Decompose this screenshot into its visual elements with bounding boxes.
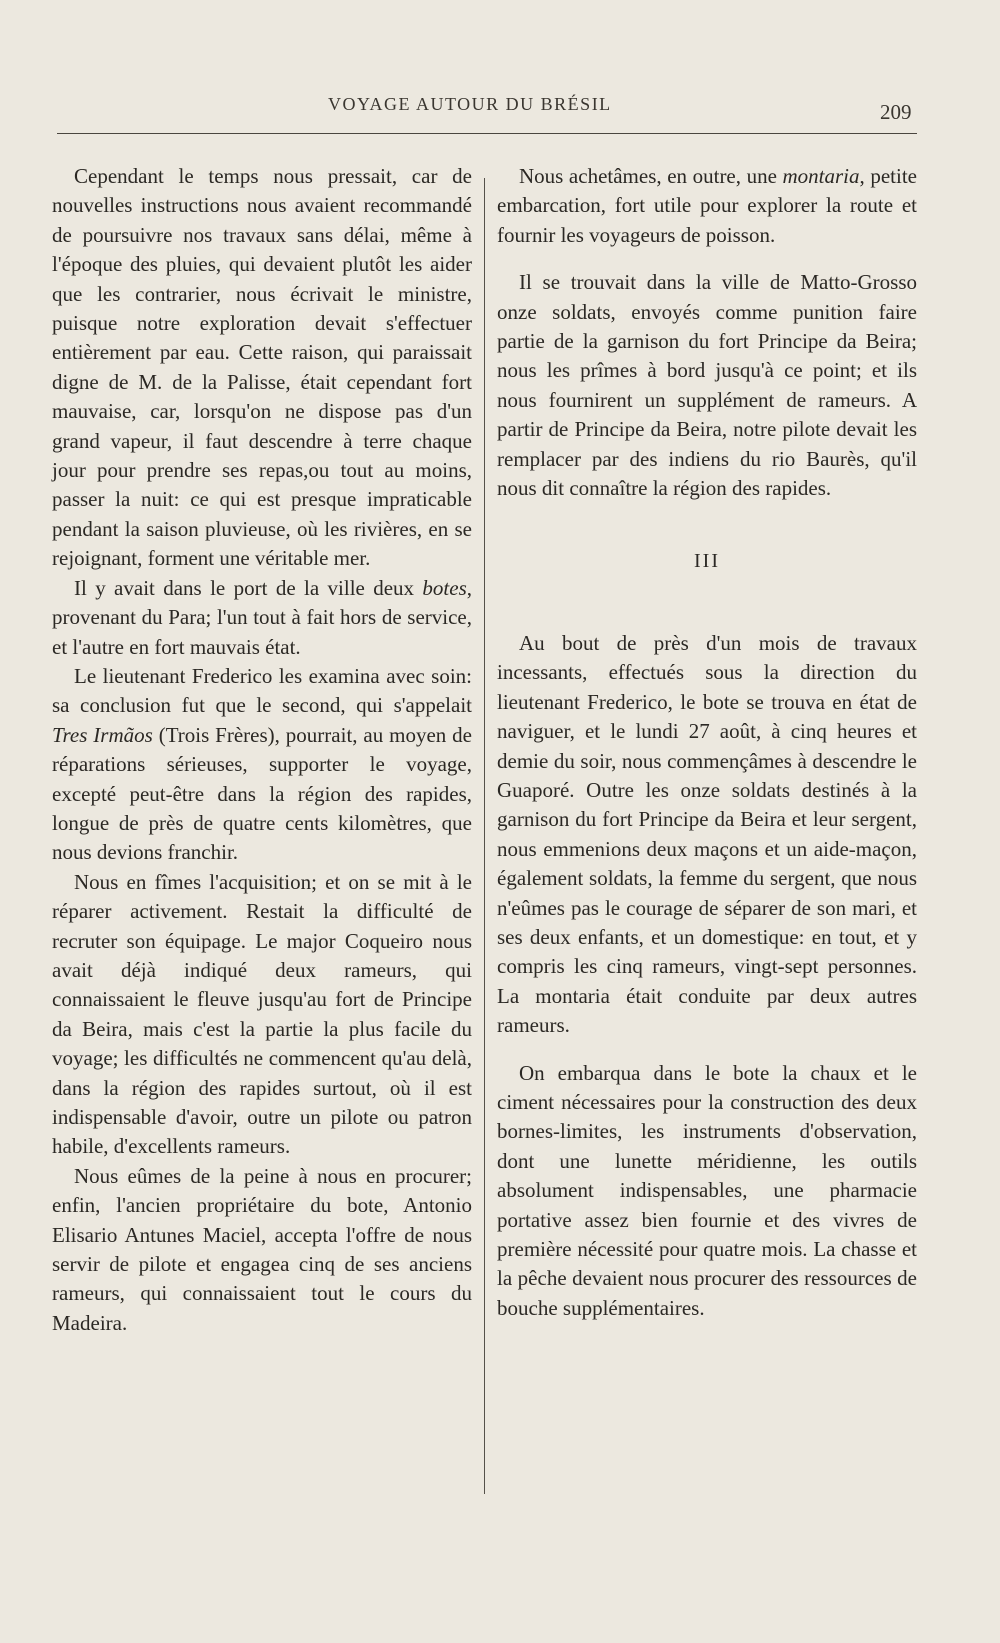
header-rule [57,133,917,134]
paragraph [52,662,472,868]
right-column [497,162,917,1323]
page-number: 209 [880,100,912,124]
column-divider [484,178,485,1494]
text-run: Nous achetâmes, en outre, une [519,164,783,188]
text-run: Il y avait dans le port de la ville deux [74,575,423,600]
paragraph: Nous en fîmes l'acquisition; et on se mit à le réparer activement. Restait la difficulté de recruter son équipage. Le major Coqueiro nous avait déjà indiqué deux rameurs, qui connaissaient le fleuve jusqu'au fort de Principe da Beira, mais c'est la partie la plus facile du voyage; les difficultés ne commencent qu'au delà, dans la région des rapides surtout, où il est indispensable d'avoir, outre un pilote ou patron habile, d'excellents rameurs. [52,869,472,1159]
paragraph: Nous eûmes de la peine à nous en procurer; enfin, l'ancien propriétaire du bote, Antonio Elisario Antunes Maciel, accepta l'offre de nous servir de pilote et engagea cinq de ses anciens rameurs, qui connaissaient tout le cours du Madeira. [52,1163,472,1335]
paragraph: Il se trouvait dans la ville de Matto-Grosso onze soldats, envoyés comme punition faire partie de la garnison du fort Principe da Beira; nous les prîmes à bord jusqu'à ce point; et ils nous fournirent un supplément de rameurs. A partir de Principe da Beira, notre pilote devait les remplacer par des indiens du rio Baurès, qu'il nous dit connaître la région des rapides. [497,270,917,501]
text-run: Le lieutenant Frederico les examina avec soin: sa conclusion fut que le second, qui s'appelait [52,663,472,718]
italic-term: montaria [782,164,860,188]
paragraph: On embarqua dans le bote la chaux et le ciment nécessaires pour la construction des deux bornes-limites, les instruments d'observation, dont une lunette méridienne, les outils absolument indispensables, une pharmacie portative assez bien fournie et des vivres de première nécessité pour quatre mois. La chasse et la pêche devaient nous procurer des ressources de bouche supplémentaires. [497,1060,917,1320]
paragraph [497,162,917,250]
text-run: , provenant du Para; l'un tout à fait hors de service, et l'autre en fort mauvais état. [52,575,472,659]
running-head [0,94,1000,124]
text-run: (Trois Frères), pourrait, au moyen de réparations sérieuses, supporter le voyage, excepté peut-être dans la région des rapides, longue de près de quatre cents kilomètres, que nous devions franchir. [52,722,472,865]
paragraph: Au bout de près d'un mois de travaux incessants, effectués sous la direction du lieutenant Frederico, le bote se trouva en état de naviguer, et le lundi 27 août, à cinq heures et demie du soir, nous commençâmes à descendre le Guaporé. Outre les onze soldats destinés à la garnison du fort Principe da Beira et leur sergent, nous emmenions deux maçons et un aide-maçon, également soldats, la femme du sergent, que nous n'eûmes pas le courage de séparer de son mari, et ses deux enfants, et un domestique: en tout, et y compris les cinq rameurs, vingt-sept personnes. La montaria était conduite par deux autres rameurs. [497,630,917,1038]
text-run: , petite embarcation, fort utile pour explorer la route et fournir les voyageurs de poisson. [497,164,917,247]
left-column [52,162,472,1338]
paragraph: Cependant le temps nous pressait, car de nouvelles instructions nous avaient recommandé de poursuivre nos travaux sans délai, même à l'époque des pluies, qui devaient plutôt les aider que les contrarier, nous écrivait le ministre, puisque notre exploration devait s'effectuer entièrement par eau. Cette raison, qui paraissait digne de M. de la Palisse, était cependant fort mauvaise, car, lorsqu'on ne dispose pas d'un grand vapeur, il faut descendre à terre chaque jour pour prendre ses repas,ou tout au moins, passer la nuit: ce qui est presque impraticable pendant la saison pluvieuse, où les rivières, en se rejoignant, forment une véritable mer. [52,164,472,571]
running-title: VOYAGE AUTOUR DU BRÉSIL [328,94,612,114]
paragraph [52,574,472,662]
section-heading: III [694,550,720,573]
italic-term: botes [422,575,467,600]
italic-term: Tres Irmãos [52,722,153,747]
